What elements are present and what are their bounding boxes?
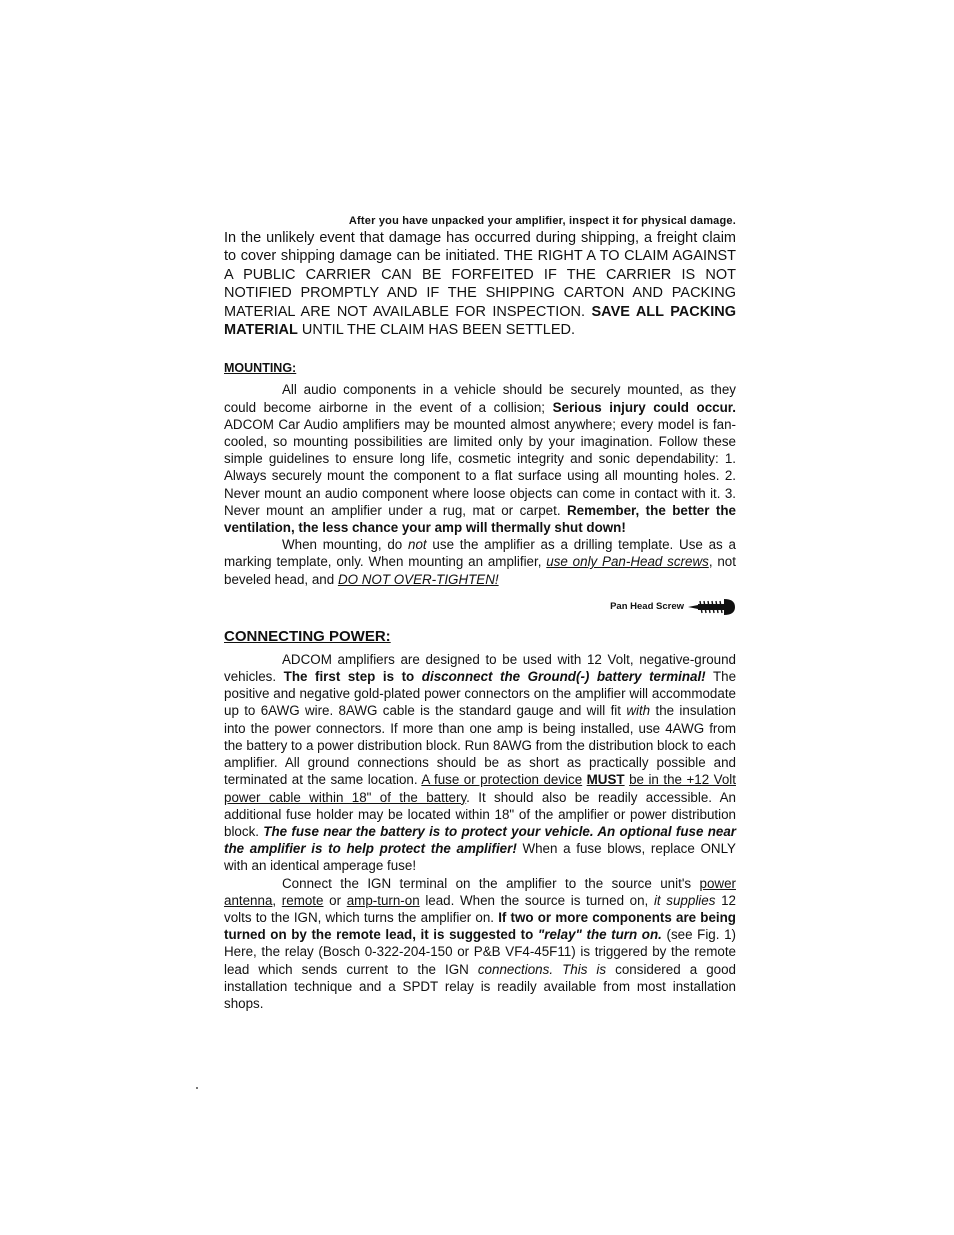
mounting-ventilation-bold: Remember, the better the ventilation, the less chance your amp will thermally shut down! [224, 502, 736, 536]
power2-text-c: 12 volts to the IGN, which turns the amplifier on. [224, 892, 736, 925]
power-text-c: the insulation into the power connectors. If more than one amp is being installed, use 4AWG from the battery to a power distribution block. Run 8AWG from the distribution block to each amplifier. All ground connections should be as short as practically possible and terminated at the same location. [224, 703, 736, 788]
power2-connections-italic: connections. This is [477, 961, 607, 977]
intro-text: In the unlikely event that damage has occurred during shipping, a freight claim to cover shipping damage can be initiated. THE RIGHT A TO CLAIM AGAINST A PUBLIC CARRIER CAN BE FORFEITED IF THE CARRIER IS NOT NOTIFIED PROMPTLY AND IF THE SHIPPING CARTON AND PACKING MATERIAL ARE NOT AVAILABLE FOR INSPECTION. [224, 230, 736, 320]
power2-two-components-bold: If two or more components are being turned on by the remote lead, it is suggested to [224, 909, 736, 943]
power2-text-a: Connect the IGN terminal on the amplifier to the source unit's [282, 875, 692, 891]
power-fuse-location-underline: be in the +12 Volt power cable within 18" of the battery [224, 772, 736, 805]
power2-text-e: considered a good installation technique and a SPDT relay is readily available from most installation shops. [224, 961, 736, 1011]
mounting2-overtighten-underline: DO NOT OVER-TIGHTEN! [337, 571, 499, 587]
mounting2-panhead-underline: use only Pan-Head screws [546, 554, 709, 570]
power-fuse-underline: A fuse or protection device [421, 772, 583, 788]
power2-text-d: (see Fig. 1) Here, the relay (Bosch 0-322-204-150 or P&B VF4-45F11) is triggered by the remote lead which sends current to the IGN [224, 927, 736, 977]
power2-comma: , [272, 892, 277, 908]
mounting-text-b: ADCOM Car Audio amplifiers may be mounted almost anywhere; every model is fan-cooled, so mounting possibilities are limited only by your imagination. Follow these simple guidelines to ensure long life, cosmetic integrity and sonic dependability: 1. Always securely mount the component to a flat surface using all mounting holes. 2. Never mount an audio component where loose objects can come in contact with it. 3. Never mount an amplifier under a rug, mat or carpet. [224, 416, 736, 518]
power-text-d: . It should also be readily accessible. An additional fuse holder may be located within 18" of the amplifier or power distribution block. [224, 789, 736, 839]
power-disconnect-bold-italic: disconnect the Ground(-) battery terminal! [421, 669, 706, 685]
power-first-step-bold: The first step is to [283, 669, 415, 685]
pan-head-screw-figure [224, 596, 736, 618]
screw-icon [686, 596, 736, 618]
power2-or: or [329, 892, 342, 908]
power2-amp-turn-on-underline: amp-turn-on [346, 892, 420, 908]
power2-text-b: lead. When the source is turned on, [425, 892, 649, 908]
power-text-a: ADCOM amplifiers are designed to be used with 12 Volt, negative-ground vehicles. [224, 651, 736, 685]
document-page [224, 215, 736, 1012]
pan-head-screw-label: Pan Head Screw [610, 601, 684, 613]
power-with-italic: with [626, 703, 651, 719]
power-text-b: The positive and negative gold-plated power connectors on the amplifier will accommodate up to 6AWG wire. 8AWG cable is the standard gauge and will fit [224, 669, 737, 719]
connecting-power-heading: CONNECTING POWER: [224, 627, 391, 645]
mounting2-text-c: , not beveled head, and [224, 554, 736, 587]
intro-paragraph [224, 229, 736, 339]
power-paragraph-2 [224, 875, 736, 1013]
mounting-heading: MOUNTING: [224, 361, 297, 376]
mounting2-text-b: use the amplifier as a drilling template. Use as a marking template, only. When mounting an amplifier, [224, 537, 736, 570]
power2-relay-bold-italic: "relay" the turn on. [537, 927, 662, 943]
power2-power-antenna-underline: power antenna [224, 875, 736, 908]
power-paragraph-1 [224, 651, 736, 875]
mounting-paragraph-2 [224, 536, 736, 588]
mounting-paragraph-1 [224, 381, 736, 536]
mounting-text-a: All audio components in a vehicle should be securely mounted, as they could become airborne in the event of a collision; [224, 382, 736, 415]
power2-it-supplies-italic: it supplies [653, 892, 716, 908]
power2-remote-underline: remote [281, 892, 324, 908]
power-must-bold: MUST [586, 772, 625, 788]
scan-speck [196, 1087, 198, 1089]
mounting2-not-italic: not [408, 537, 427, 553]
intro-save-bold: SAVE ALL PACKING MATERIAL [224, 303, 736, 339]
power-fuse-protect-bold-italic: The fuse near the battery is to protect your vehicle. An optional fuse near the amplifier is to help protect the amplifier! [224, 823, 736, 857]
intro-text-end: UNTIL THE CLAIM HAS BEEN SETTLED. [301, 322, 576, 339]
power-text-e: When a fuse blows, replace ONLY with an identical amperage fuse! [224, 841, 736, 874]
mounting-warning-bold: Serious injury could occur. [552, 399, 736, 415]
mounting2-text-a: When mounting, do [282, 537, 403, 553]
intro-inspect-line: After you have unpacked your amplifier, inspect it for physical damage. [348, 215, 736, 227]
